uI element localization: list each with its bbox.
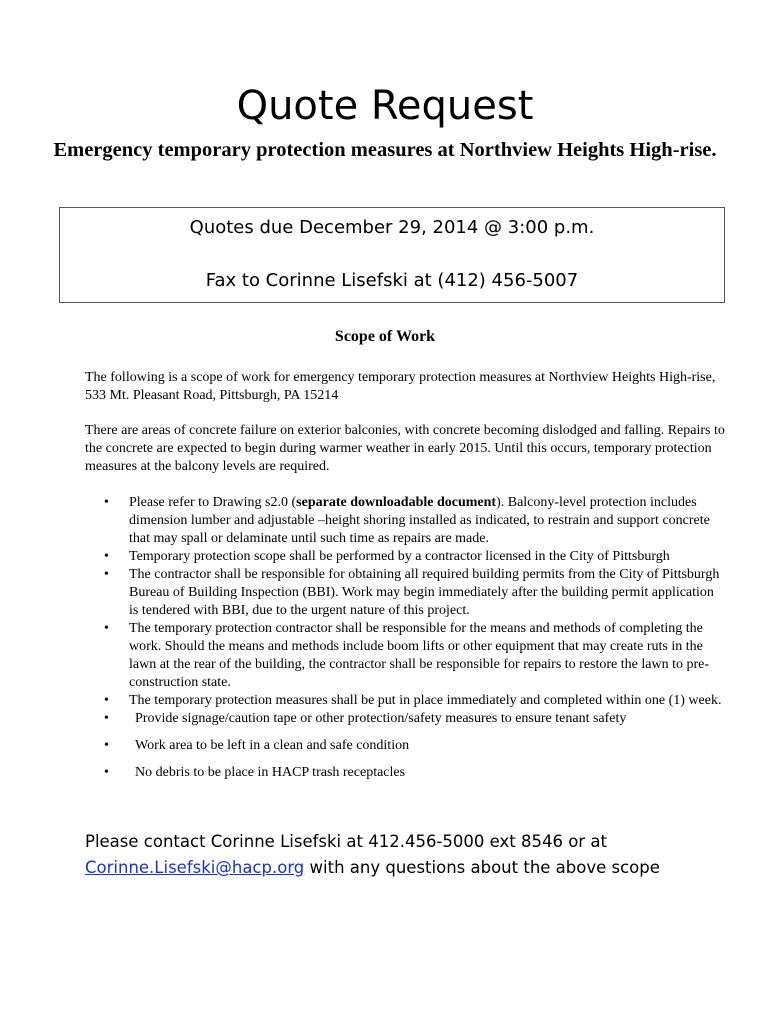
bullet-icon: • — [104, 549, 109, 564]
bullet-text: No debris to be place in HACP trash receptacles — [135, 765, 406, 780]
bullet-text: Provide signage/caution tape or other protection/safety measures to ensure tenant safety — [135, 711, 627, 726]
list-item — [104, 548, 726, 566]
bullet-icon: • — [104, 738, 109, 753]
page-subtitle: Emergency temporary protection measures at Northview Heights High-rise. — [53, 139, 717, 161]
list-item — [104, 692, 726, 710]
bullet-text: The temporary protection contractor shall be responsible for the means and methods of completing the work. Should the means and methods include boom lifts or other equipment that may create ruts in the lawn at the rear of the building, the contractor shall be responsible for repairs to restore the lawn to pre-construction state. — [129, 621, 710, 690]
bullet-icon: • — [104, 567, 109, 582]
bullet-icon: • — [104, 693, 109, 708]
list-item — [104, 566, 726, 620]
bullet-text: Work area to be left in a clean and safe condition — [135, 738, 410, 753]
bullet-text-pre: Please refer to Drawing s2.0 ( — [129, 495, 297, 510]
intro-paragraph: The following is a scope of work for emergency temporary protection measures at Northview Heights High-rise, 533 Mt. Pleasant Road, Pittsburgh, PA 15214 — [85, 370, 716, 403]
bullet-icon: • — [104, 711, 109, 726]
list-item — [104, 764, 726, 782]
scope-heading: Scope of Work — [334, 328, 436, 345]
deadline-box — [59, 207, 725, 303]
bullet-icon: • — [104, 621, 109, 636]
contact-email-link[interactable]: Corinne.Lisefski@hacp.org — [85, 858, 305, 877]
bullet-text: The temporary protection measures shall be put in place immediately and completed within one (1) week. — [129, 693, 722, 708]
scope-bullet-list — [104, 494, 726, 782]
bullet-text-bold: separate downloadable document — [296, 495, 497, 510]
list-item — [104, 737, 726, 755]
bullet-icon: • — [104, 765, 109, 780]
list-item — [104, 494, 726, 548]
bullet-text: Temporary protection scope shall be performed by a contractor licensed in the City of Pittsburgh — [129, 549, 670, 564]
contact-text-post: with any questions about the above scope — [304, 858, 660, 877]
bullet-text: The contractor shall be responsible for obtaining all required building permits from the City of Pittsburgh Bureau of Building Inspection (BBI). Work may begin immediately after the building permit application is tendered with BBI, due to the urgent nature of this project. — [129, 567, 720, 618]
contact-paragraph — [85, 829, 735, 881]
bullet-icon: • — [104, 495, 109, 510]
bullet-text-post: ). Balcony-level protection includes dimension lumber and adjustable –height shoring installed as indicated, to restrain and support concrete that may spall or delaminate until such time as repairs are made. — [129, 495, 710, 546]
list-item — [104, 620, 726, 692]
quotes-due-text: Quotes due December 29, 2014 @ 3:00 p.m. — [189, 217, 595, 238]
page-title: Quote Request — [236, 83, 534, 129]
list-item — [104, 710, 726, 728]
background-paragraph: There are areas of concrete failure on exterior balconies, with concrete becoming dislodged and falling. Repairs to the concrete are expected to begin during warmer weather in early 2015. Until this occurs, temporary protection measures at the balcony levels are required. — [85, 423, 725, 474]
contact-text-pre: Please contact Corinne Lisefski at 412.456-5000 ext 8546 or at — [85, 832, 607, 851]
fax-text: Fax to Corinne Lisefski at (412) 456-5007 — [205, 270, 579, 291]
